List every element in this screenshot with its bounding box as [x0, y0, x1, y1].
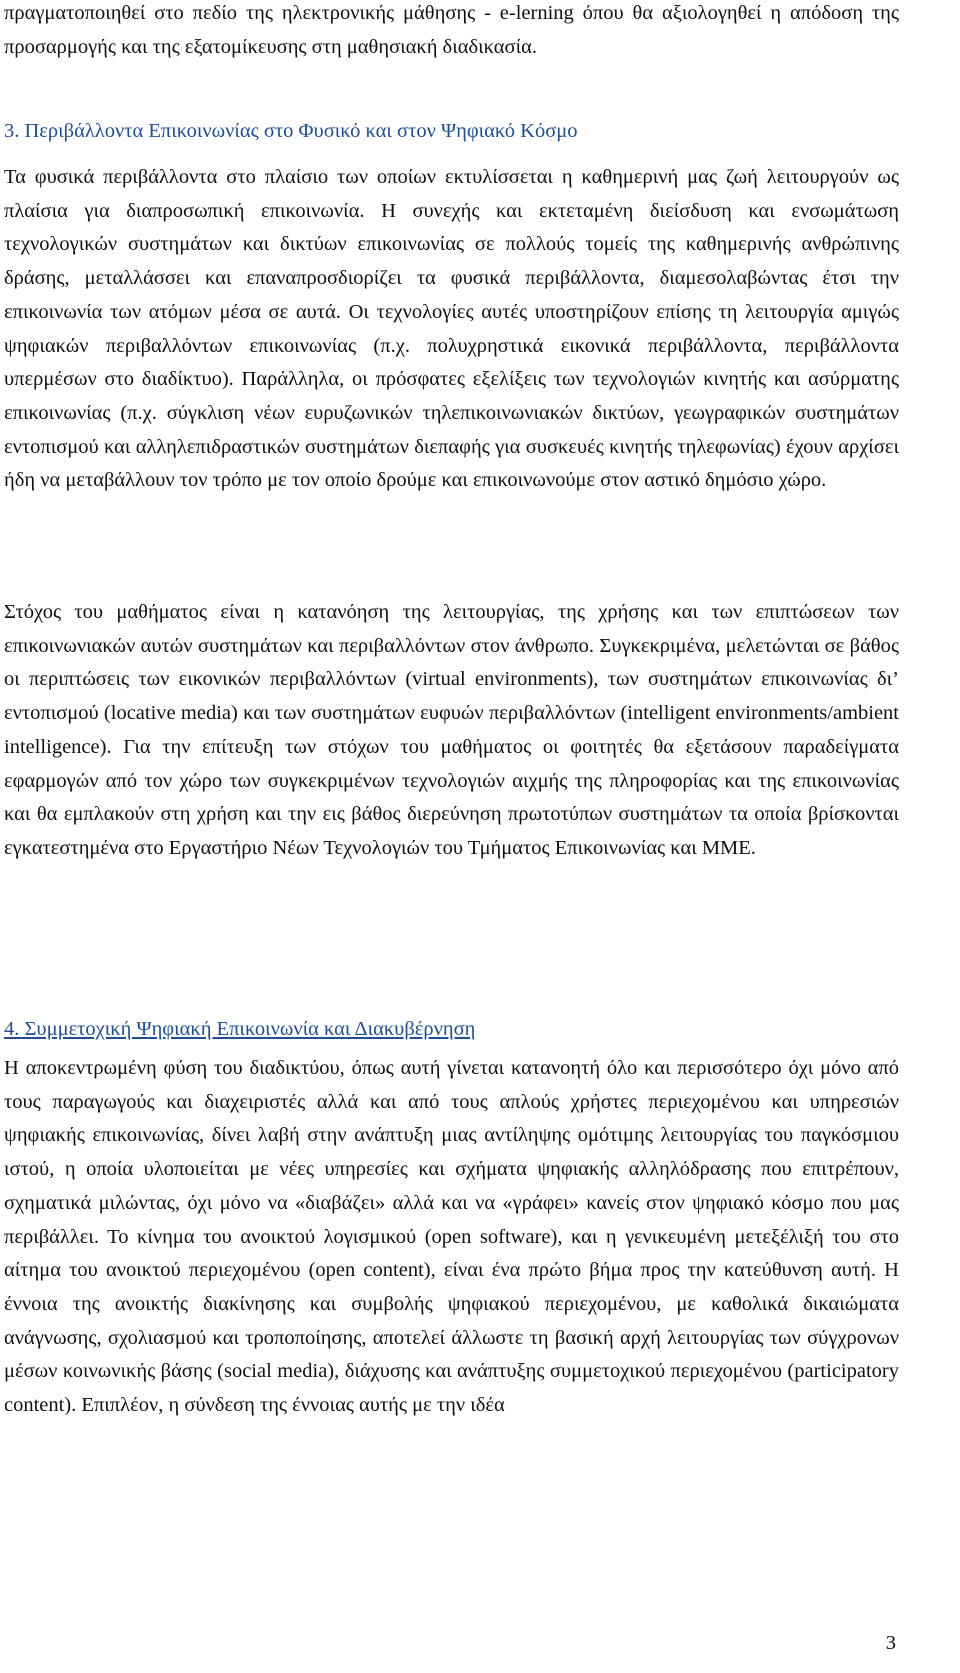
section-4-heading: 4. Συμμετοχική Ψηφιακή Επικοινωνία και Διακυβέρνηση — [4, 1018, 476, 1040]
intro-paragraph: πραγματοποιηθεί στο πεδίο της ηλεκτρονικής μάθησης - e-lerning όπου θα αξιολογηθεί η απόδοση της προσαρμογής και της εξατομίκευσης στη μαθησιακή διαδικασία. — [4, 2, 899, 58]
section-3-paragraph-1: Τα φυσικά περιβάλλοντα στο πλαίσιο των οποίων εκτυλίσσεται η καθημερινή μας ζωή λειτουργούν ως πλαίσια για διαπροσωπική επικοινωνία. Η συνεχής και εκτεταμένη διείσδυση και ενσωμάτωση τεχνολογικών συστημάτων και δικτύων επικοινωνίας σε πολλούς τομείς της καθημερινής ανθρώπινης δράσης, μεταλλάσσει και επαναπροσδιορίζει τα φυσικά περιβάλλοντα, διαμεσολαβώντας έτσι την επικοινωνία των ατόμων μέσα σε αυτά. Οι τεχνολογίες αυτές υποστηρίζουν επίσης τη λειτουργία αμιγώς ψηφιακών περιβαλλόντων επικοινωνίας (π.χ. πολυχρηστικά εικονικά περιβάλλοντα, περιβάλλοντα υπερμέσων στο διαδίκτυο). Παράλληλα, οι πρόσφατες εξελίξεις των τεχνολογιών κινητής και ασύρματης επικοινωνίας (π.χ. σύγκλιση νέων ευρυζωνικών τηλεπικοινωνιακών δικτύων, γεωγραφικών συστημάτων εντοπισμού και αλληλεπιδραστικών συστημάτων διεπαφής για συσκευές κινητής τηλεφωνίας) έχουν αρχίσει ήδη να μεταβάλλουν τον τρόπο με τον οποίο δρούμε και επικοινωνούμε στον αστικό δημόσιο χώρο. — [4, 166, 899, 492]
page-number: 3 — [885, 1632, 896, 1654]
section-3-heading: 3. Περιβάλλοντα Επικοινωνίας στο Φυσικό και στον Ψηφιακό Κόσμο — [4, 120, 578, 142]
section-4-paragraph-1: Η αποκεντρωμένη φύση του διαδικτύου, όπως αυτή γίνεται κατανοητή όλο και περισσότερο όχι μόνο από τους παραγωγούς και διαχειριστές αλλά και από τους απλούς χρήστες περιεχομένου και υπηρεσιών ψηφιακής επικοινωνίας, δίνει λαβή στην ανάπτυξη μιας αντίληψης ομότιμης λειτουργίας του παγκόσμιου ιστού, η οποία υλοποιείται με νέες υπηρεσίες και σχήματα ψηφιακής αλληλόδρασης που επιτρέπουν, σχηματικά μιλώντας, όχι μόνο να «διαβάζει» αλλά και να «γράφει» κανείς στον ψηφιακό κόσμο που μας περιβάλλει. Το κίνημα του ανοικτού λογισμικού (open software), και η γενικευμένη μετεξέλιξή του στο αίτημα του ανοικτού περιεχομένου (open content), είναι ένα πρώτο βήμα προς την κατεύθυνση αυτή. Η έννοια της ανοικτής διακίνησης και συμβολής ψηφιακού περιεχομένου, με καθολικά δικαιώματα ανάγνωσης, σχολιασμού και τροποποίησης, αποτελεί άλλωστε τη βασική αρχή λειτουργίας των σύγχρονων μέσων κοινωνικής βάσης (social media), διάχυσης και ανάπτυξης συμμετοχικού περιεχομένου (participatory content). Επιπλέον, η σύνδεση της έννοιας αυτής με την ιδέα — [4, 1057, 899, 1417]
section-3-paragraph-2: Στόχος του μαθήματος είναι η κατανόηση της λειτουργίας, της χρήσης και των επιπτώσεων των επικοινωνιακών αυτών συστημάτων και περιβαλλόντων στον άνθρωπο. Συγκεκριμένα, μελετώνται σε βάθος οι περιπτώσεις των εικονικών περιβαλλόντων (virtual environments), των συστημάτων επικοινωνίας δι’ εντοπισμού (locative media) και των συστημάτων ευφυών περιβαλλόντων (intelligent environments/ambient intelligence). Για την επίτευξη των στόχων του μαθήματος οι φοιτητές θα εξετάσουν παραδείγματα εφαρμογών από τον χώρο των συγκεκριμένων τεχνολογιών αιχμής της πληροφορίας και της επικοινωνίας και θα εμπλακούν στη χρήση και την εις βάθος διερεύνηση πρωτοτύπων συστημάτων τα οποία βρίσκονται εγκατεστημένα στο Εργαστήριο Νέων Τεχνολογιών του Τμήματος Επικοινωνίας και ΜΜΕ. — [4, 601, 899, 859]
